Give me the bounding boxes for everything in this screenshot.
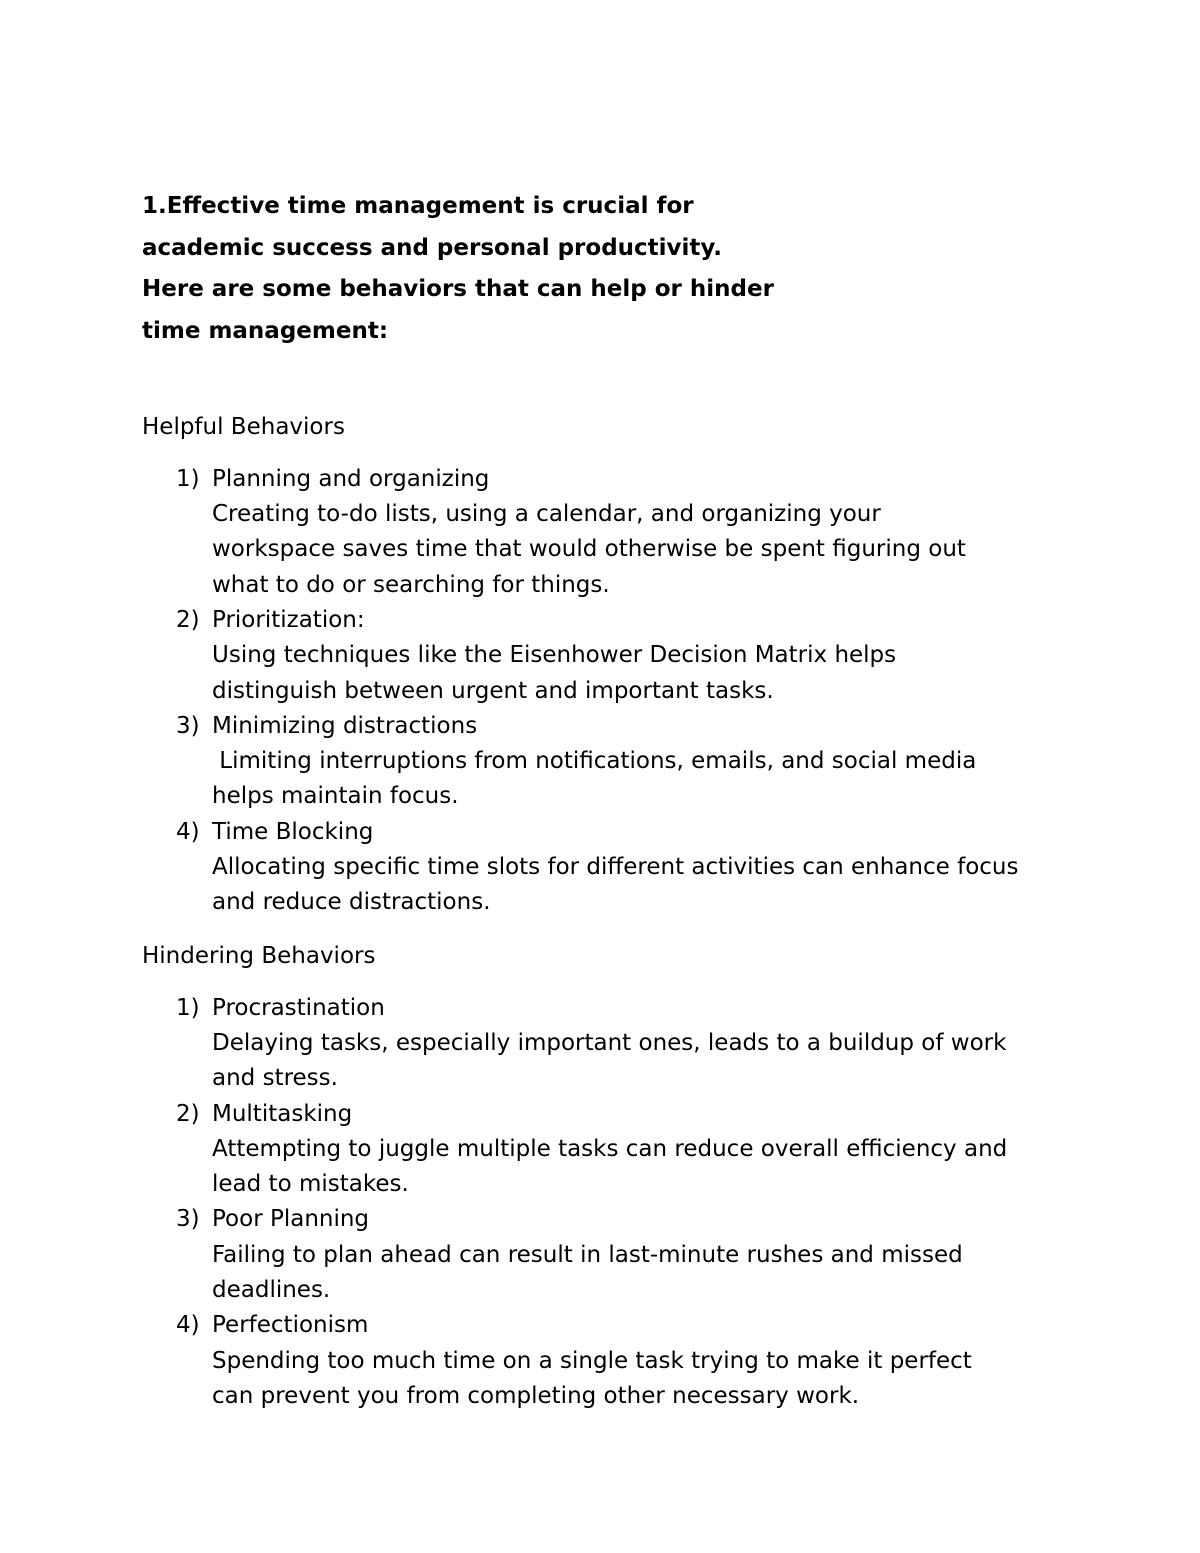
list-item-description: Using techniques like the Eisenhower Decision Matrix helps [212,642,897,669]
list-item-number: 2) [176,1100,200,1127]
list-item [142,1097,1062,1203]
list-item-description: distinguish between urgent and important tasks. [212,677,774,704]
list-item-description: workspace saves time that would otherwise be spent figuring out [212,536,966,563]
list-item [142,815,1062,921]
list-item-title: Minimizing distractions [212,712,478,739]
helpful-behaviors-heading: Helpful Behaviors [142,413,345,440]
list-item-description: Failing to plan ahead can result in last-minute rushes and missed [212,1241,963,1268]
list-item-number: 4) [176,818,200,845]
list-item-title: Procrastination [212,994,385,1021]
list-item-description: helps maintain focus. [212,783,459,810]
list-item [142,603,1062,709]
list-item-number: 3) [176,712,200,739]
intro-line: academic success and personal productivity. [142,234,723,261]
helpful-behaviors-list [142,462,1062,921]
list-item-title: Poor Planning [212,1206,370,1233]
list-item-title: Perfectionism [212,1312,369,1339]
list-item-description: what to do or searching for things. [212,571,610,598]
list-item-description: Limiting interruptions from notifications, emails, and social media [212,748,977,775]
list-item-description: and reduce distractions. [212,889,491,916]
list-item-description: can prevent you from completing other necessary work. [212,1382,860,1409]
list-item-description: Creating to-do lists, using a calendar, and organizing your [212,501,881,528]
list-item [142,991,1062,1097]
list-item-description: Attempting to juggle multiple tasks can reduce overall efficiency and [212,1135,1008,1162]
intro-line: time management: [142,318,389,345]
intro-paragraph [142,186,1062,353]
list-item-number: 2) [176,607,200,633]
list-item-number: 1) [176,465,200,492]
list-item-number: 4) [176,1312,200,1339]
list-item-title: Prioritization: [212,607,365,633]
list-item-description: Allocating specific time slots for different activities can enhance focus [212,854,1019,881]
list-item-description: lead to mistakes. [212,1171,409,1198]
list-item-description: Delaying tasks, especially important ones, leads to a buildup of work [212,1029,1007,1056]
list-item [142,1308,1062,1414]
list-item-number: 3) [176,1206,200,1233]
list-item-description: and stress. [212,1065,338,1092]
list-item-title: Time Blocking [212,818,374,845]
list-item [142,709,1062,815]
intro-line: Here are some behaviors that can help or hinder [142,276,774,303]
intro-line: 1.Effective time management is crucial for [142,193,694,219]
list-item [142,462,1062,603]
document-page [142,186,1062,1414]
list-item-description: deadlines. [212,1277,331,1304]
list-item-title: Multitasking [212,1100,353,1127]
hindering-behaviors-list [142,991,1062,1415]
list-item [142,1202,1062,1308]
list-item-number: 1) [176,994,200,1021]
hindering-behaviors-heading: Hindering Behaviors [142,942,376,969]
list-item-title: Planning and organizing [212,465,490,492]
list-item-description: Spending too much time on a single task trying to make it perfect [212,1347,972,1374]
